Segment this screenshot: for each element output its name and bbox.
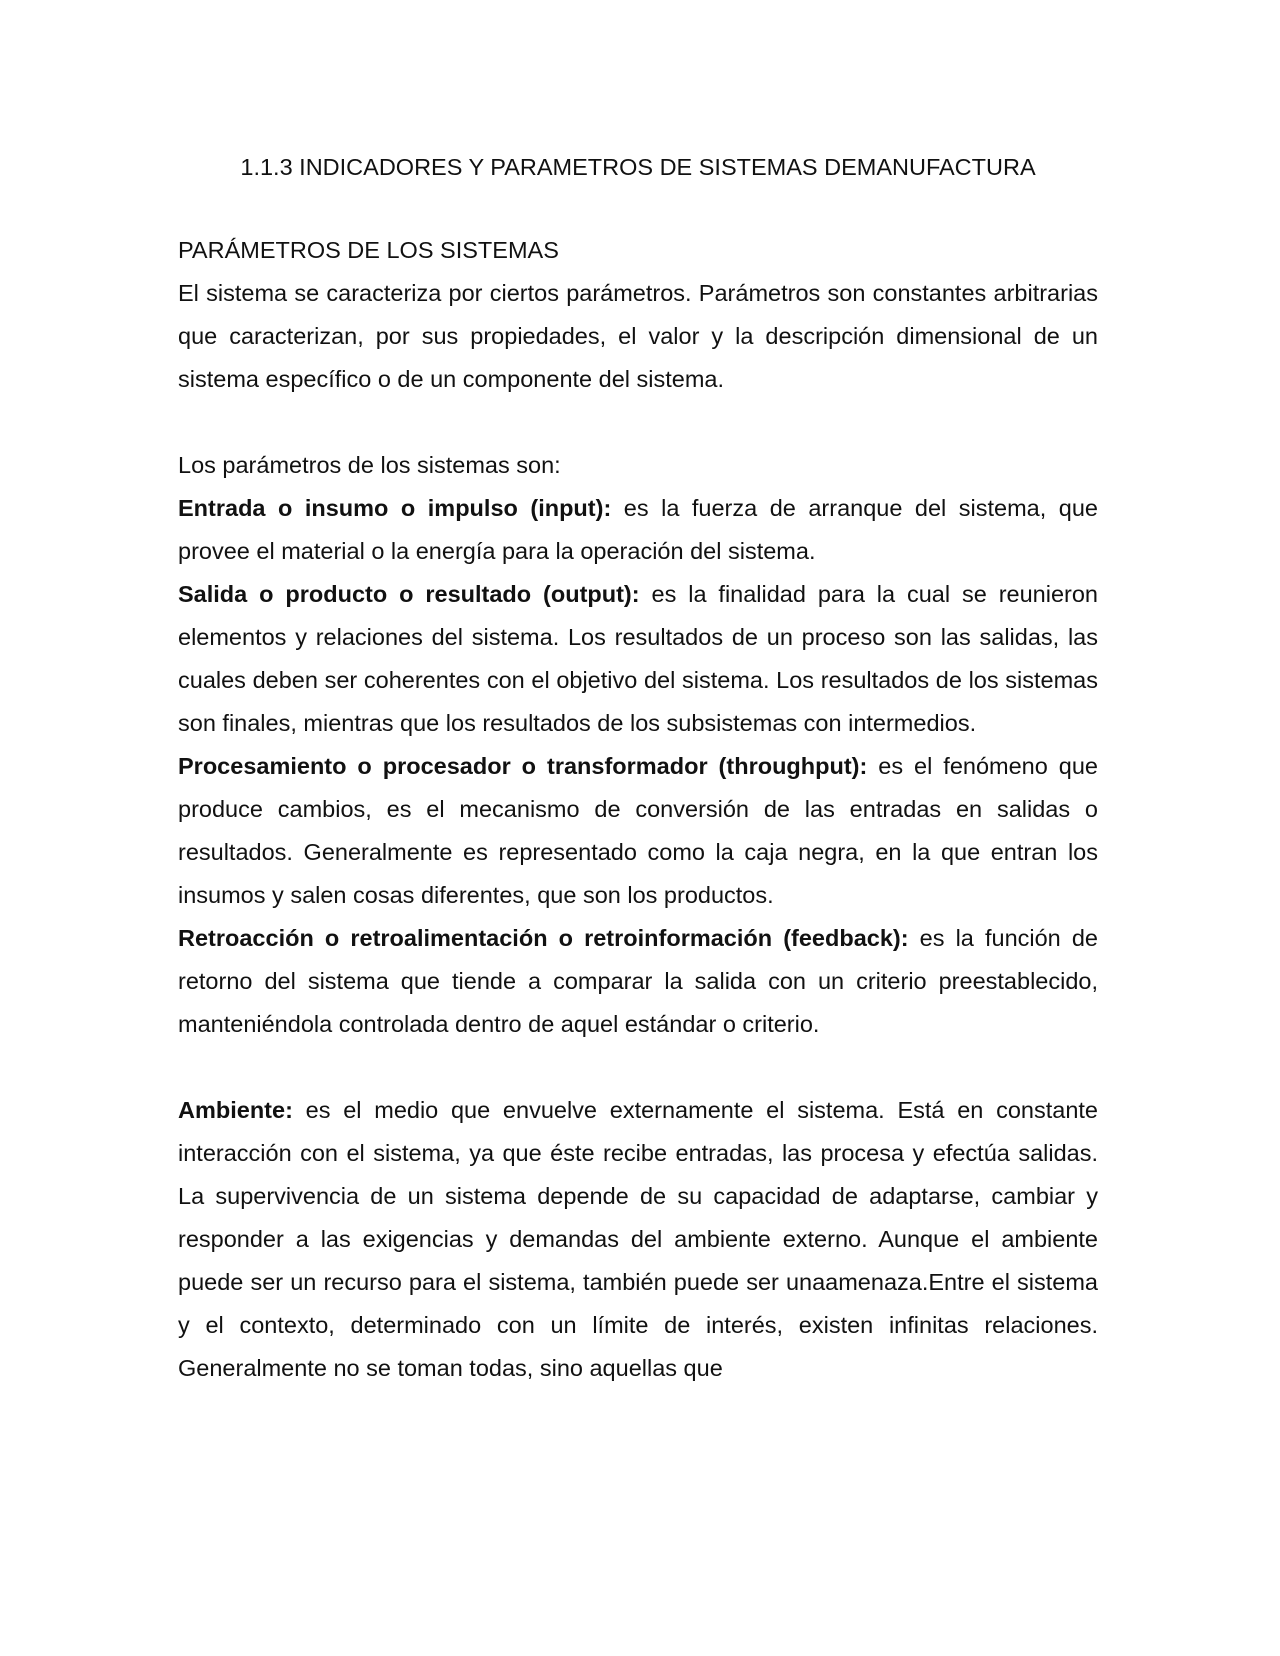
- intro-paragraph: El sistema se caracteriza por ciertos parámetros. Parámetros son constantes arbitrarias que caracterizan, por sus propiedades, el valor y la descripción dimensional de un sistema específico o de un componente del sistema.: [178, 280, 1098, 392]
- document-title: 1.1.3 INDICADORES Y PARAMETROS DE SISTEMAS DEMANUFACTURA: [240, 154, 1036, 180]
- parameter-description: es la fuerza de arranque del sistema, que provee el material o la energía para la operación del sistema.: [178, 495, 1098, 564]
- paragraph-spacer: [178, 1046, 1098, 1089]
- parameter-description: es la función de retorno del sistema que tiende a comparar la salida con un criterio preestablecido, manteniéndola controlada dentro de aquel estándar o criterio.: [178, 925, 1098, 1037]
- paragraph-spacer: [178, 401, 1098, 444]
- section-heading: PARÁMETROS DE LOS SISTEMAS: [178, 237, 559, 263]
- parameter-term: Entrada o insumo o impulso (input):: [178, 495, 612, 521]
- parameter-term: Retroacción o retroalimentación o retroinformación (feedback):: [178, 925, 909, 951]
- parameter-environment: [178, 1089, 1098, 1390]
- document-content: [178, 146, 1098, 1390]
- parameter-throughput: [178, 745, 1098, 917]
- parameter-term: Procesamiento o procesador o transformador (throughput):: [178, 753, 868, 779]
- list-intro: Los parámetros de los sistemas son:: [178, 452, 561, 478]
- parameter-description: es el fenómeno que produce cambios, es el mecanismo de conversión de las entradas en salidas o resultados. Generalmente es representado como la caja negra, en la que entran los insumos y salen cosas diferentes, que son los productos.: [178, 753, 1098, 908]
- parameter-output: [178, 573, 1098, 745]
- parameter-input: [178, 487, 1098, 573]
- parameter-term: Salida o producto o resultado (output):: [178, 581, 640, 607]
- parameter-term: Ambiente:: [178, 1097, 293, 1123]
- parameter-description: es el medio que envuelve externamente el sistema. Está en constante interacción con el sistema, ya que éste recibe entradas, las procesa y efectúa salidas. La supervivencia de un sistema depende de su capacidad de adaptarse, cambiar y responder a las exigencias y demandas del ambiente externo. Aunque el ambiente puede ser un recurso para el sistema, también puede ser unaamenaza.Entre el sistema y el contexto, determinado con un límite de interés, existen infinitas relaciones. Generalmente no se toman todas, sino aquellas que: [178, 1097, 1098, 1381]
- parameter-description: es la finalidad para la cual se reunieron elementos y relaciones del sistema. Los resultados de un proceso son las salidas, las cuales deben ser coherentes con el objetivo del sistema. Los resultados de los sistemas son finales, mientras que los resultados de los subsistemas con intermedios.: [178, 581, 1099, 736]
- parameter-feedback: [178, 917, 1098, 1046]
